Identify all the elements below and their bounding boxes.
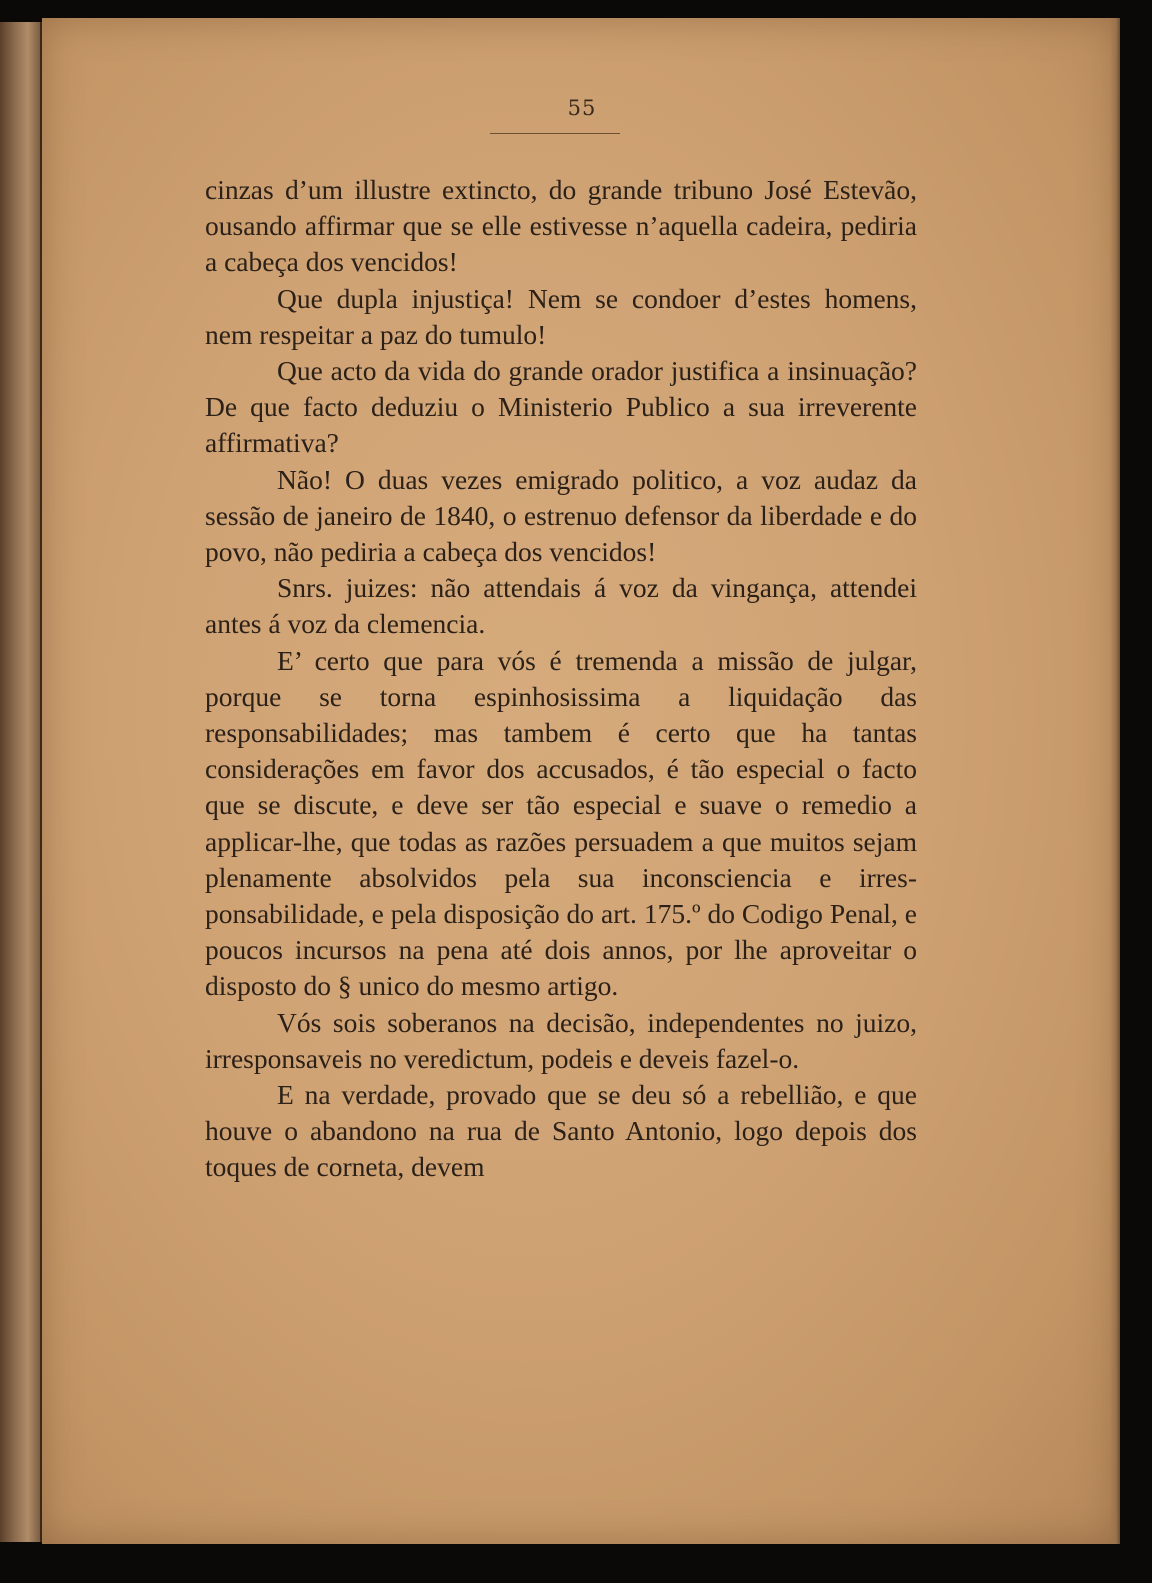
paragraph: Snrs. juizes: não attendais á voz da vingança, attendei antes á voz da clemencia.: [205, 572, 917, 640]
paragraph: Não! O duas vezes emigrado politico, a voz audaz da sessão de janeiro de 1840, o estrenuo defensor da liberdade e do povo, não pediria a cabeça dos vencidos!: [205, 463, 917, 568]
paragraph: Vós sois soberanos na decisão, independentes no juizo, irresponsaveis no veredictum, podeis e deveis fazel-o.: [205, 1006, 917, 1074]
paragraph: E’ certo que para vós é tremenda a missão de julgar, porque se torna espinhosissima a liquidação das responsabilidades; mas tambem é certo que ha tantas considerações em favor dos accusados, é tão especial o facto que se discute, e deve ser tão especial e suave o remedio a applicar-lhe, que todas as razões persuadem a que muitos sejam plenamente absolvidos pela sua inconsciencia e irresponsabilidade, e pela disposição do art. 175.º do Codigo Penal, e poucos incursos na pena até dois annos, por lhe aproveitar o disposto do § unico do mesmo artigo.: [205, 644, 917, 1002]
paragraph: cinzas d’um illustre extincto, do grande tribuno José Estevão, ousando affirmar que se elle estivesse n’aquella cadeira, pediria a cabeça dos vencidos!: [205, 174, 917, 278]
left-page-edge: [0, 22, 42, 1542]
body-text: [205, 172, 917, 1186]
paragraph: Que dupla injustiça! Nem se condoer d’estes homens, nem respeitar a paz do tumulo!: [205, 282, 917, 350]
paragraph: Que acto da vida do grande orador justifica a insinuação? De que facto deduziu o Ministerio Publico a sua irreverente affirmativa?: [205, 355, 917, 459]
page-right-edge: [1110, 18, 1120, 1544]
paragraph: E na verdade, provado que se deu só a rebellião, e que houve o abandono na rua de Santo Antonio, logo depois dos toques de corneta, devem: [205, 1079, 917, 1183]
page-number: 55: [567, 96, 597, 120]
header-rule: [490, 133, 620, 134]
